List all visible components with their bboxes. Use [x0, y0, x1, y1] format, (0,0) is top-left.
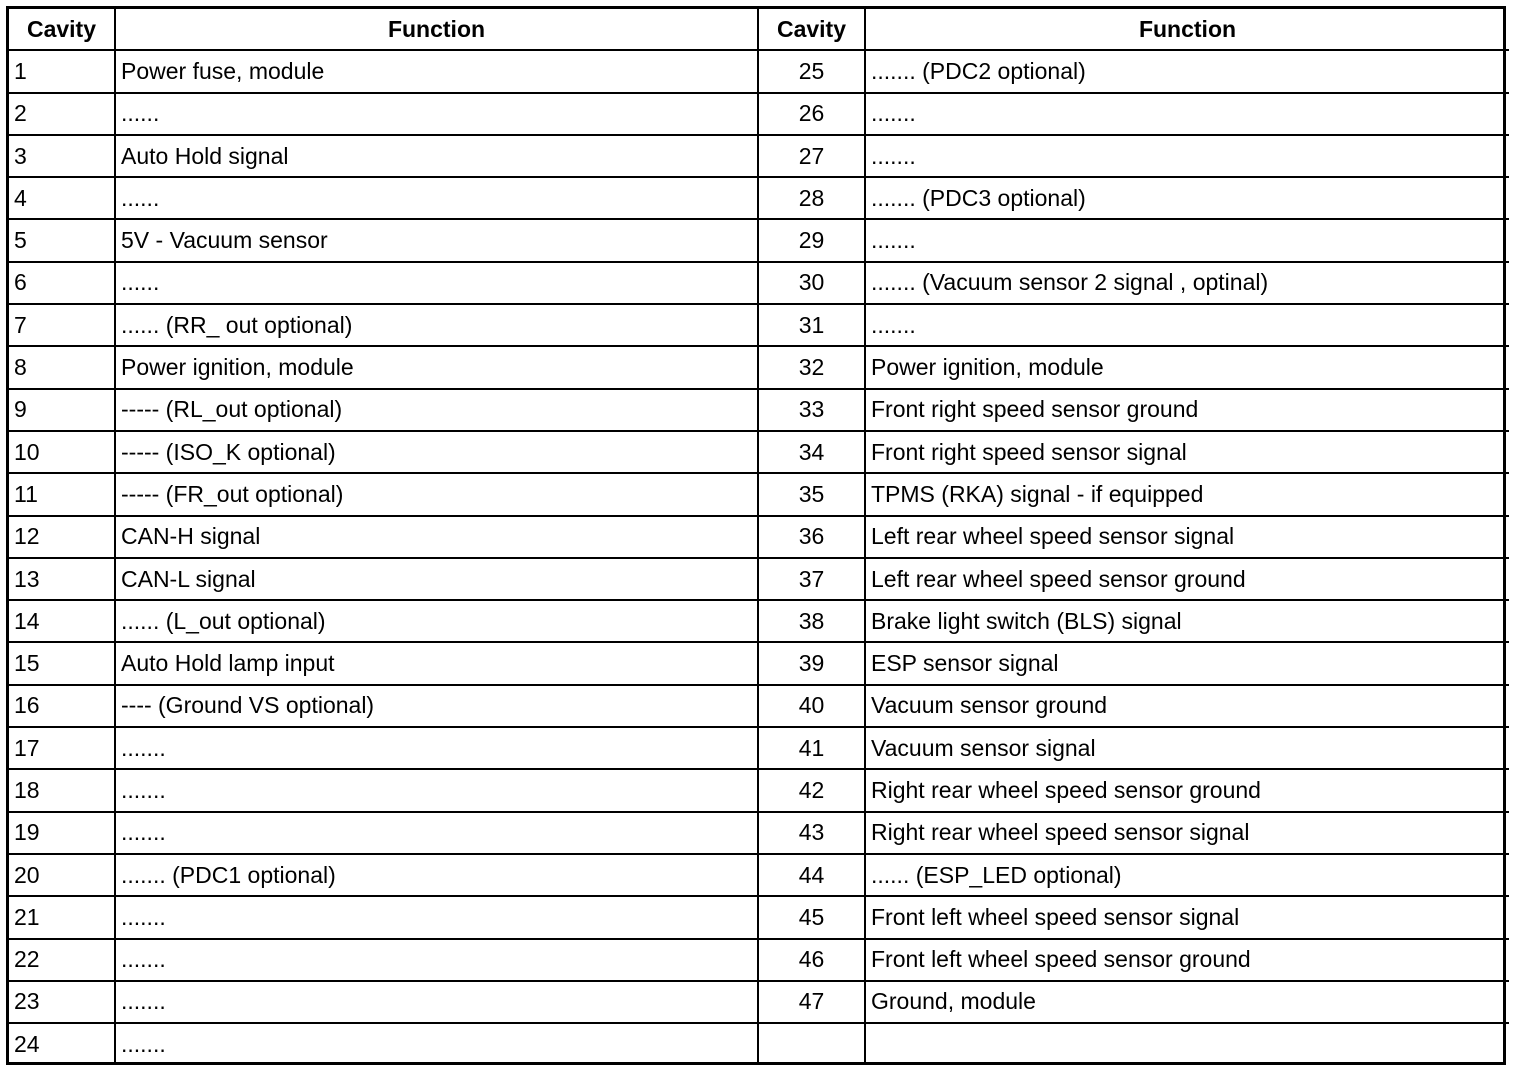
- cavity-left-cell: 19: [9, 812, 115, 854]
- header-cavity-right: Cavity: [758, 9, 865, 50]
- function-left-cell: ......: [115, 177, 758, 219]
- cavity-left-cell: 17: [9, 727, 115, 769]
- cavity-left-cell: 13: [9, 558, 115, 600]
- cavity-left-cell: 10: [9, 431, 115, 473]
- cavity-right-cell: 34: [758, 431, 865, 473]
- cavity-left-cell: 11: [9, 473, 115, 515]
- header-cavity-left: Cavity: [9, 9, 115, 50]
- cavity-right-cell: 41: [758, 727, 865, 769]
- table-row: [9, 939, 1509, 981]
- function-left-cell: Power ignition, module: [115, 346, 758, 388]
- function-right-cell: .......: [865, 304, 1509, 346]
- function-right-cell: Right rear wheel speed sensor ground: [865, 769, 1509, 811]
- function-right-cell: TPMS (RKA) signal - if equipped: [865, 473, 1509, 515]
- table-row: [9, 135, 1509, 177]
- table-row: [9, 346, 1509, 388]
- cavity-left-cell: 3: [9, 135, 115, 177]
- table-body: [9, 50, 1509, 1064]
- cavity-right-cell: 31: [758, 304, 865, 346]
- function-left-cell: ......: [115, 262, 758, 304]
- cavity-left-cell: 23: [9, 981, 115, 1023]
- function-left-cell: ......: [115, 93, 758, 135]
- cavity-left-cell: 6: [9, 262, 115, 304]
- table-row: [9, 558, 1509, 600]
- cavity-right-cell: 27: [758, 135, 865, 177]
- table-row: [9, 473, 1509, 515]
- cavity-right-cell: 32: [758, 346, 865, 388]
- cavity-left-cell: 1: [9, 50, 115, 92]
- cavity-left-cell: 16: [9, 685, 115, 727]
- function-right-cell: .......: [865, 219, 1509, 261]
- cavity-right-cell: 28: [758, 177, 865, 219]
- table-row: [9, 769, 1509, 811]
- table-row: [9, 685, 1509, 727]
- cavity-right-cell: 44: [758, 854, 865, 896]
- function-right-cell: Left rear wheel speed sensor signal: [865, 516, 1509, 558]
- cavity-right-cell: 42: [758, 769, 865, 811]
- function-left-cell: Auto Hold lamp input: [115, 642, 758, 684]
- function-right-cell: Ground, module: [865, 981, 1509, 1023]
- table-row: [9, 389, 1509, 431]
- cavity-right-cell: 38: [758, 600, 865, 642]
- table-row: [9, 262, 1509, 304]
- function-left-cell: .......: [115, 769, 758, 811]
- table-row: [9, 516, 1509, 558]
- cavity-left-cell: 18: [9, 769, 115, 811]
- function-left-cell: ...... (L_out optional): [115, 600, 758, 642]
- cavity-left-cell: 4: [9, 177, 115, 219]
- table-row: [9, 727, 1509, 769]
- table-row: [9, 177, 1509, 219]
- function-right-cell: Power ignition, module: [865, 346, 1509, 388]
- function-right-cell: Right rear wheel speed sensor signal: [865, 812, 1509, 854]
- function-right-cell: Front left wheel speed sensor signal: [865, 896, 1509, 938]
- function-right-cell: .......: [865, 93, 1509, 135]
- function-left-cell: CAN-L signal: [115, 558, 758, 600]
- function-left-cell: .......: [115, 727, 758, 769]
- function-right-cell: Left rear wheel speed sensor ground: [865, 558, 1509, 600]
- cavity-right-cell: 45: [758, 896, 865, 938]
- function-right-cell: ESP sensor signal: [865, 642, 1509, 684]
- cavity-left-cell: 2: [9, 93, 115, 135]
- function-left-cell: .......: [115, 812, 758, 854]
- cavity-left-cell: 20: [9, 854, 115, 896]
- table-row: [9, 812, 1509, 854]
- function-left-cell: CAN-H signal: [115, 516, 758, 558]
- function-right-cell: Front right speed sensor ground: [865, 389, 1509, 431]
- connector-pinout-table: [9, 9, 1509, 1064]
- cavity-left-cell: 21: [9, 896, 115, 938]
- function-left-cell: ....... (PDC1 optional): [115, 854, 758, 896]
- function-right-cell: Vacuum sensor signal: [865, 727, 1509, 769]
- cavity-right-cell: 29: [758, 219, 865, 261]
- cavity-right-cell: 43: [758, 812, 865, 854]
- header-function-right: Function: [865, 9, 1509, 50]
- cavity-left-cell: 14: [9, 600, 115, 642]
- function-right-cell: ....... (PDC3 optional): [865, 177, 1509, 219]
- cavity-right-cell: 47: [758, 981, 865, 1023]
- cavity-right-cell: 46: [758, 939, 865, 981]
- cavity-left-cell: 5: [9, 219, 115, 261]
- function-right-cell: Vacuum sensor ground: [865, 685, 1509, 727]
- function-left-cell: ----- (RL_out optional): [115, 389, 758, 431]
- function-left-cell: 5V - Vacuum sensor: [115, 219, 758, 261]
- function-left-cell: .......: [115, 896, 758, 938]
- cavity-right-cell: 26: [758, 93, 865, 135]
- cavity-right-cell: 35: [758, 473, 865, 515]
- cavity-left-cell: 22: [9, 939, 115, 981]
- function-right-cell: [865, 1023, 1509, 1064]
- cavity-right-cell: 40: [758, 685, 865, 727]
- cavity-left-cell: 8: [9, 346, 115, 388]
- table-row: [9, 219, 1509, 261]
- table-row: [9, 854, 1509, 896]
- header-function-left: Function: [115, 9, 758, 50]
- table-row: [9, 304, 1509, 346]
- function-left-cell: Power fuse, module: [115, 50, 758, 92]
- cavity-left-cell: 12: [9, 516, 115, 558]
- function-right-cell: Front right speed sensor signal: [865, 431, 1509, 473]
- function-left-cell: .......: [115, 1023, 758, 1064]
- table-row: [9, 896, 1509, 938]
- cavity-left-cell: 9: [9, 389, 115, 431]
- function-right-cell: Front left wheel speed sensor ground: [865, 939, 1509, 981]
- table-row: [9, 431, 1509, 473]
- function-left-cell: ----- (FR_out optional): [115, 473, 758, 515]
- table-row: [9, 981, 1509, 1023]
- cavity-left-cell: 7: [9, 304, 115, 346]
- function-right-cell: ....... (PDC2 optional): [865, 50, 1509, 92]
- function-left-cell: Auto Hold signal: [115, 135, 758, 177]
- table-row: [9, 93, 1509, 135]
- cavity-right-cell: 36: [758, 516, 865, 558]
- function-left-cell: .......: [115, 981, 758, 1023]
- connector-pinout-table-frame: [6, 6, 1506, 1065]
- cavity-right-cell: 39: [758, 642, 865, 684]
- function-right-cell: ....... (Vacuum sensor 2 signal , optinal): [865, 262, 1509, 304]
- table-row: [9, 600, 1509, 642]
- table-row: [9, 50, 1509, 92]
- function-right-cell: Brake light switch (BLS) signal: [865, 600, 1509, 642]
- cavity-right-cell: [758, 1023, 865, 1064]
- table-row: [9, 1023, 1509, 1064]
- cavity-left-cell: 24: [9, 1023, 115, 1064]
- cavity-right-cell: 37: [758, 558, 865, 600]
- cavity-right-cell: 30: [758, 262, 865, 304]
- function-left-cell: ...... (RR_ out optional): [115, 304, 758, 346]
- cavity-right-cell: 25: [758, 50, 865, 92]
- table-row: [9, 642, 1509, 684]
- function-left-cell: .......: [115, 939, 758, 981]
- cavity-right-cell: 33: [758, 389, 865, 431]
- function-right-cell: ...... (ESP_LED optional): [865, 854, 1509, 896]
- function-right-cell: .......: [865, 135, 1509, 177]
- header-row: [9, 9, 1509, 50]
- cavity-left-cell: 15: [9, 642, 115, 684]
- function-left-cell: ----- (ISO_K optional): [115, 431, 758, 473]
- function-left-cell: ---- (Ground VS optional): [115, 685, 758, 727]
